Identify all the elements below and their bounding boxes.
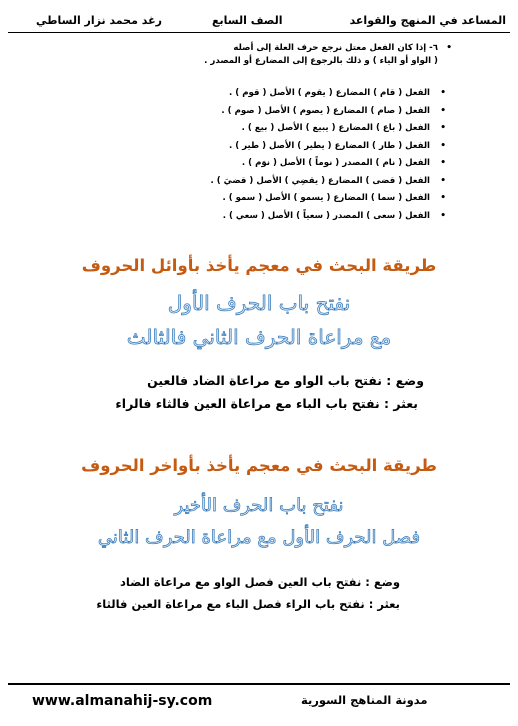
last-letters-method-title: طريقة البحث في معجم يأخذ بأواخر الحروف [81, 456, 437, 475]
header-course-title: المساعد في المنهج والقواعد [349, 14, 506, 27]
last-letters-step-2: فصل الحرف الأول مع مراعاة الحرف الثاني [97, 527, 421, 548]
header-grade: الصف السابع [212, 14, 283, 27]
first-letters-step-2: مع مراعاة الحرف الثاني فالثالث [126, 325, 392, 349]
footer-website: www.almanahij-sy.com [32, 693, 213, 709]
footer-divider [8, 683, 510, 685]
last-letters-example-1: وضع : نفتح باب العين فصل الواو مع مراعاة الضاد [120, 575, 400, 589]
rule-6-line-1: ٦- إذا كان الفعل معتل نرجع حرف العلة إلى أصله [233, 43, 438, 53]
list-item: • الفعل ( نام ) المصدر ( نوماً ) الأصل ( نوَم ) . [210, 156, 430, 174]
list-item: • الفعل ( قام ) المضارع ( يقوم ) الأصل ( قوم ) . [210, 86, 430, 104]
first-letters-step-1: نفتح باب الحرف الأول [167, 291, 351, 315]
header-divider [8, 32, 510, 33]
footer-blog-name: مدونة المناهج السورية [301, 693, 428, 707]
last-letters-step-1: نفتح باب الحرف الأخير [174, 495, 344, 516]
first-letters-example-2: بعثر : نفتح باب الباء مع مراعاة العين فالثاء فالراء [115, 396, 418, 411]
rule-6-block [204, 42, 452, 68]
list-item: • الفعل ( باع ) المضارع ( يبيع ) الأصل ( بيع ) . [210, 121, 430, 139]
list-item: • الفعل ( صام ) المضارع ( يصوم ) الأصل ( صوم ) . [210, 104, 430, 122]
first-letters-method-title: طريقة البحث في معجم يأخذ بأوائل الحروف [81, 256, 437, 275]
last-letters-example-2: بعثر : نفتح باب الراء فصل الباء مع مراعاة العين فالثاء [96, 597, 400, 611]
list-item: • الفعل ( قضى ) المضارع ( يقضِي ) الأصل ( قضيَ ) . [210, 174, 430, 192]
examples-list [210, 86, 430, 226]
first-letters-example-1: وضع : نفتح باب الواو مع مراعاة الضاد فالعين [147, 373, 424, 388]
list-item: • الفعل ( طار ) المضارع ( يطير ) الأصل ( طير ) . [210, 139, 430, 157]
rule-6-line-2: ( الواو أو الياء ) و ذلك بالرجوع إلى المضارع أو المصدر . [204, 56, 438, 66]
list-item: • الفعل ( سما ) المضارع ( يسمو ) الأصل ( سمو ) . [210, 191, 430, 209]
list-item: • الفعل ( سعى ) المصدر ( سعياً ) الأصل ( سعي ) . [210, 209, 430, 227]
bullet-icon: • [446, 43, 452, 53]
header-author: رغد محمد نزار الساطي [36, 14, 162, 27]
